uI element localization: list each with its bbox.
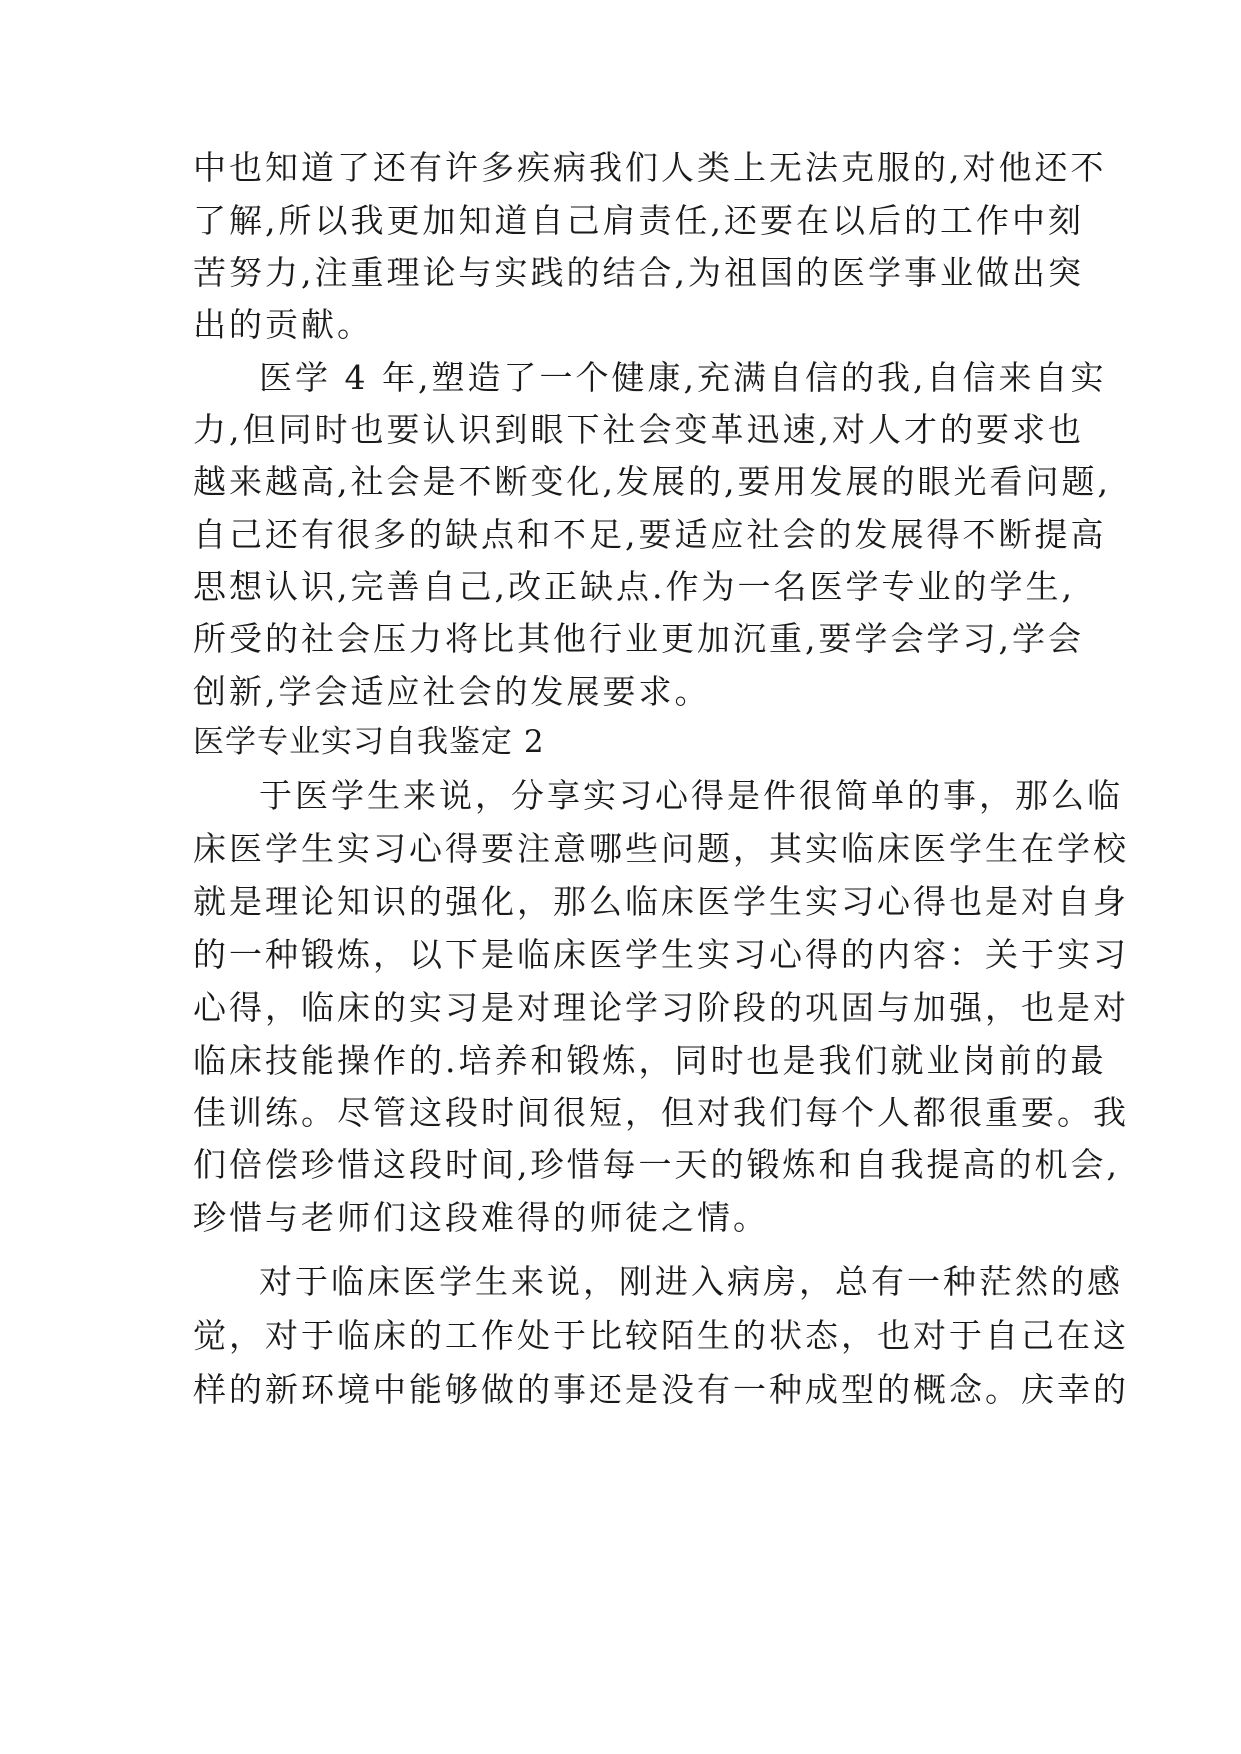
paragraph-4-line-2: 觉，对于临床的工作处于比较陌生的状态，也对于自己在这 <box>193 1316 1129 1355</box>
paragraph-3-line-2: 床医学生实习心得要注意哪些问题，其实临床医学生在学校 <box>193 829 1129 868</box>
paragraph-2-line-7: 创新,学会适应社会的发展要求。 <box>193 672 711 711</box>
paragraph-1-line-1: 中也知道了还有许多疾病我们人类上无法克服的,对他还不 <box>193 148 1107 187</box>
paragraph-3-line-3: 就是理论知识的强化，那么临床医学生实习心得也是对自身 <box>193 882 1129 921</box>
paragraph-2-line-4: 自己还有很多的缺点和不足,要适应社会的发展得不断提高 <box>193 515 1107 554</box>
paragraph-1-line-4: 出的贡献。 <box>193 305 373 344</box>
paragraph-2-line-5: 思想认识,完善自己,改正缺点.作为一名医学专业的学生, <box>193 567 1075 606</box>
paragraph-2-line-3: 越来越高,社会是不断变化,发展的,要用发展的眼光看问题, <box>193 462 1111 501</box>
paragraph-3-line-5: 心得，临床的实习是对理论学习阶段的巩固与加强，也是对 <box>193 988 1129 1027</box>
paragraph-4-line-3: 样的新环境中能够做的事还是没有一种成型的概念。庆幸的 <box>193 1370 1129 1409</box>
paragraph-3-line-1: 于医学生来说，分享实习心得是件很简单的事，那么临 <box>259 776 1123 815</box>
paragraph-3-line-7: 佳训练。尽管这段时间很短，但对我们每个人都很重要。我 <box>193 1093 1129 1132</box>
paragraph-2-line-6: 所受的社会压力将比其他行业更加沉重,要学会学习,学会 <box>193 619 1084 658</box>
paragraph-3-line-6: 临床技能操作的.培养和锻炼，同时也是我们就业岗前的最 <box>193 1041 1107 1080</box>
paragraph-1-line-2: 了解,所以我更加知道自己肩责任,还要在以后的工作中刻 <box>193 201 1084 240</box>
section-heading: 医学专业实习自我鉴定 2 <box>193 724 545 760</box>
paragraph-3-line-8: 们倍偿珍惜这段时间,珍惜每一天的锻炼和自我提高的机会, <box>193 1145 1120 1184</box>
paragraph-3-line-4: 的一种锻炼，以下是临床医学生实习心得的内容：关于实习 <box>193 935 1129 974</box>
paragraph-4-line-1: 对于临床医学生来说，刚进入病房，总有一种茫然的感 <box>259 1262 1123 1301</box>
paragraph-2-line-1: 医学 4 年,塑造了一个健康,充满自信的我,自信来自实 <box>259 358 1107 397</box>
paragraph-3-line-9: 珍惜与老师们这段难得的师徒之情。 <box>193 1198 769 1237</box>
paragraph-1-line-3: 苦努力,注重理论与实践的结合,为祖国的医学事业做出突 <box>193 253 1084 292</box>
paragraph-2-line-2: 力,但同时也要认识到眼下社会变革迅速,对人才的要求也 <box>193 410 1084 449</box>
